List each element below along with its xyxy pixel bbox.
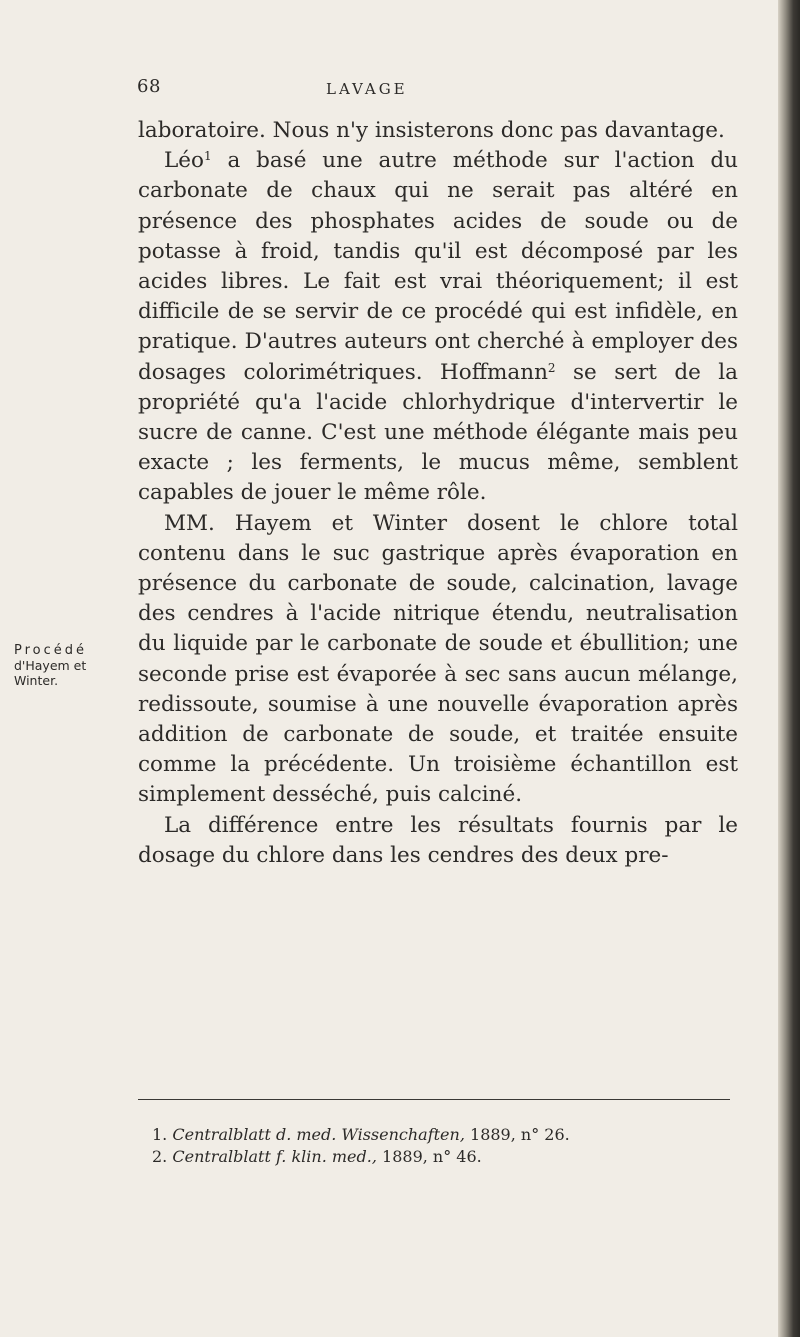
paragraph-hayem-winter: MM. Hayem et Winter dosent le chlore total contenu dans le suc gastrique après évaporation en présence du carbonate de soude, calcination, lavage des cendres à l'acide nitrique étendu, neutralisation du liquide par le carbonate de soude et ébullition; une seconde prise est évaporée à sec sans aucun mélange, redissoute, soumise à une nouvelle évaporation après addition de carbonate de soude, et traitée ensuite comme la précédente. Un troisième échantillon est simplement desséché, puis calciné. xyxy=(138,510,738,808)
margin-note-line: Procédé xyxy=(14,643,88,658)
footnote xyxy=(152,1146,732,1168)
footnote-ref: 2 xyxy=(547,360,556,375)
body-text xyxy=(138,116,738,871)
footnote-source: Centralblatt d. med. Wissenchaften, xyxy=(172,1125,465,1144)
footnote-source: Centralblatt f. klin. med., xyxy=(172,1147,377,1166)
margin-note-line: d'Hayem et xyxy=(14,658,87,673)
paragraph-text: a basé une autre méthode sur l'action du carbonate de chaux qui ne serait pas altéré en présence des phosphates acides de soude ou de potasse à froid, tandis qu'il est décomposé par les acides libres. Le fait est vrai théoriquement; il est difficile de se servir de ce procédé qui est infidèle, en pratique. D'autres auteurs ont cherché à employer des dosages colorimétriques. Hoffmann xyxy=(138,148,738,385)
footnote-details: 1889, n° 26. xyxy=(464,1125,570,1144)
page-number: 68 xyxy=(137,76,161,97)
paragraph-text: se sert de la propriété qu'a l'acide chlorhydrique d'intervertir le sucre de canne. C'est une méthode élégante mais peu exacte ; les ferments, le mucus même, semblent capables de jouer le même rôle. xyxy=(138,359,738,506)
margin-note-line: Winter. xyxy=(14,673,59,688)
paragraph-difference: La différence entre les résultats fournis par le dosage du chlore dans les cendres des deux pre- xyxy=(138,812,738,868)
running-head: LAVAGE xyxy=(326,80,408,98)
footnote-number: 2. xyxy=(152,1147,173,1166)
page-edge-shadow xyxy=(778,0,800,1337)
footnote-number: 1. xyxy=(152,1125,173,1144)
paragraph-leo xyxy=(138,146,738,508)
author-name: Léo xyxy=(164,148,204,174)
paragraph-continuation: laboratoire. Nous n'y insisterons donc pas davantage. xyxy=(138,118,725,143)
margin-note xyxy=(14,643,124,688)
footnote-details: 1889, n° 46. xyxy=(376,1147,482,1166)
footnotes xyxy=(152,1124,732,1168)
footnote-ref: 1 xyxy=(203,149,212,164)
footnote-divider xyxy=(138,1099,730,1100)
footnote xyxy=(152,1124,732,1146)
